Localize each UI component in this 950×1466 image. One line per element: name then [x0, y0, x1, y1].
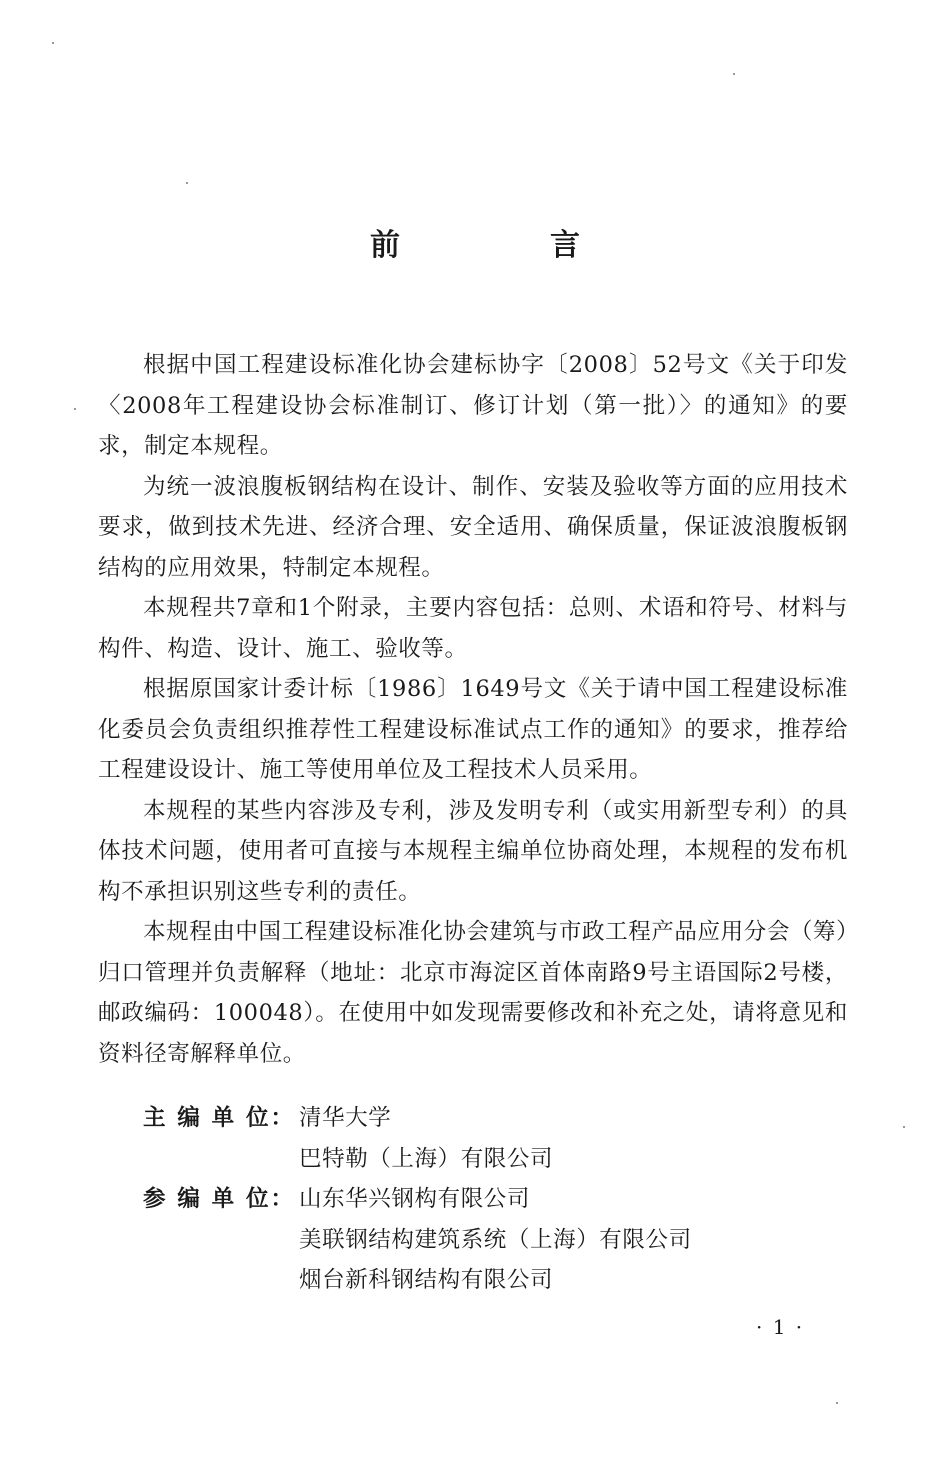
chief-editors-label: 主 编 单 位： [143, 1105, 295, 1131]
scan-speck [903, 1126, 905, 1128]
paragraph-recommendation: 根据原国家计委计标〔1986〕1649号文《关于请中国工程建设标准化委员会负责组织推荐性工程建设标准试点工作的通知》的要求，推荐给工程建设设计、施工等使用单位及工程技术人员采用。 [98, 676, 848, 783]
paragraph-basis: 根据中国工程建设标准化协会建标协字〔2008〕52号文《关于印发〈2008年工程建设协会标准制订、修订计划（第一批）〉的通知》的要求，制定本规程。 [98, 352, 848, 459]
scan-speck [52, 42, 54, 44]
scan-speck [733, 73, 735, 75]
editor-unit: 巴特勒（上海）有限公司 [299, 1145, 554, 1172]
editors-section [143, 1098, 692, 1301]
editor-unit: 烟台新科钢结构有限公司 [299, 1267, 554, 1293]
page-number: · 1 · [756, 1315, 805, 1339]
page-title: 前 言 [370, 228, 640, 263]
foreword-body [98, 345, 848, 1074]
paragraph-purpose: 为统一波浪腹板钢结构在设计、制作、安装及验收等方面的应用技术要求，做到技术先进、经济合理、安全适用、确保质量，保证波浪腹板钢结构的应用效果，特制定本规程。 [98, 473, 848, 581]
scan-speck [186, 182, 188, 184]
chief-editors-list [299, 1098, 553, 1179]
scan-speck [74, 408, 76, 410]
scan-speck [836, 1402, 838, 1404]
paragraph-contents: 本规程共7章和1个附录，主要内容包括：总则、术语和符号、材料与构件、构造、设计、施工、验收等。 [98, 595, 848, 662]
participating-editors-label: 参 编 单 位： [143, 1186, 295, 1212]
participating-editors-row [143, 1179, 692, 1301]
chief-editors-row [143, 1098, 692, 1179]
editor-unit: 山东华兴钢构有限公司 [299, 1186, 531, 1212]
editor-unit: 清华大学 [299, 1105, 392, 1131]
paragraph-management: 本规程由中国工程建设标准化协会建筑与市政工程产品应用分会（筹）归口管理并负责解释（地址：北京市海淀区首体南路9号主语国际2号楼，邮政编码：100048）。在使用中如发现需要修改和补充之处，请将意见和资料径寄解释单位。 [98, 919, 848, 1067]
editor-unit: 美联钢结构建筑系统（上海）有限公司 [299, 1226, 692, 1253]
participating-editors-list [299, 1179, 692, 1301]
paragraph-patent: 本规程的某些内容涉及专利，涉及发明专利（或实用新型专利）的具体技术问题，使用者可直接与本规程主编单位协商处理，本规程的发布机构不承担识别这些专利的责任。 [98, 797, 848, 905]
